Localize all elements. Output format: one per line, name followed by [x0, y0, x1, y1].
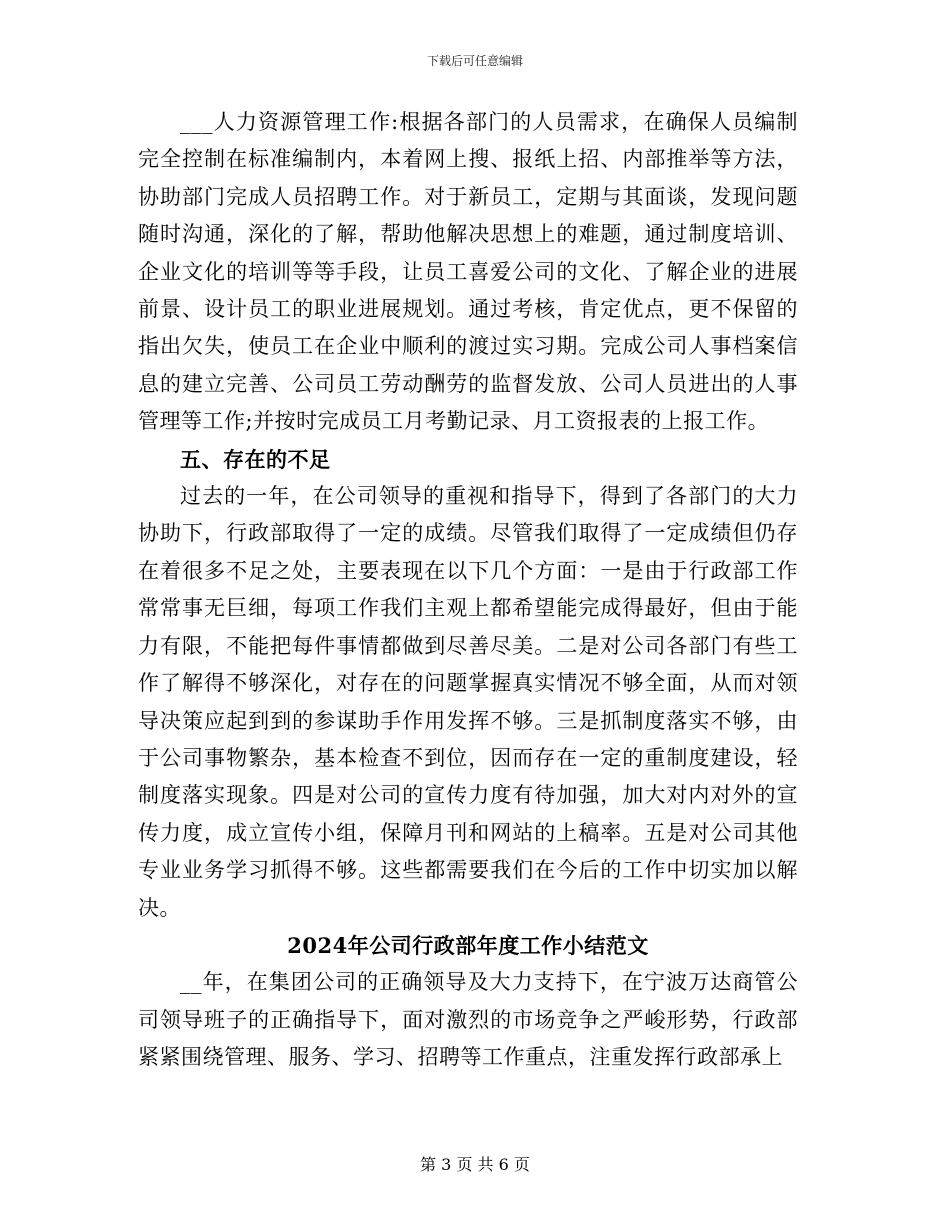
paragraph-intro: __年，在集团公司的正确领导及大力支持下，在宁波万达商管公司领导班子的正确指导下，面对激烈的市场竞争之严峻形势，行政部紧紧围绕管理、服务、学习、招聘等工作重点，注重发挥行政部承上 — [138, 970, 798, 1070]
section-heading-shortcomings: 五、存在的不足 — [180, 446, 331, 472]
document-body — [138, 104, 798, 1077]
page-header: 下载后可任意编辑 — [426, 54, 523, 68]
page-number: 第 3 页 共 6 页 — [420, 1155, 530, 1174]
paragraph-hr-management: ___人力资源管理工作:根据各部门的人员需求，在确保人员编制完全控制在标准编制内，本着网上搜、报纸上招、内部推举等方法，协助部门完成人员招聘工作。对于新员工，定期与其面谈，发现问题随时沟通，深化的了解，帮助他解决思想上的难题，通过制度培训、企业文化的培训等等手段，让员工喜爱公司的文化、了解企业的进展前景、设计员工的职业进展规划。通过考核，肯定优点，更不保留的指出欠失，使员工在企业中顺利的渡过实习期。完成公司人事档案信息的建立完善、公司员工劳动酬劳的监督发放、公司人员进出的人事管理等工作;并按时完成员工月考勤记录、月工资报表的上报工作。 — [138, 110, 798, 434]
document-title: 2024年公司行政部年度工作小结范文 — [287, 932, 649, 958]
paragraph-shortcomings: 过去的一年，在公司领导的重视和指导下，得到了各部门的大力协助下，行政部取得了一定的成绩。尽管我们取得了一定成绩但仍存在着很多不足之处，主要表现在以下几个方面：一是由于行政部工作常常事无巨细，每项工作我们主观上都希望能完成得最好，但由于能力有限，不能把每件事情都做到尽善尽美。二是对公司各部门有些工作了解得不够深化，对存在的问题掌握真实情况不够全面，从而对领导决策应起到到的参谋助手作用发挥不够。三是抓制度落实不够，由于公司事物繁杂，基本检查不到位，因而存在一定的重制度建设，轻制度落实现象。四是对公司的宣传力度有待加强，加大对内对外的宣传力度，成立宣传小组，保障月刊和网站的上稿率。五是对公司其他专业业务学习抓得不够。这些都需要我们在今后的工作中切实加以解决。 — [138, 484, 798, 920]
